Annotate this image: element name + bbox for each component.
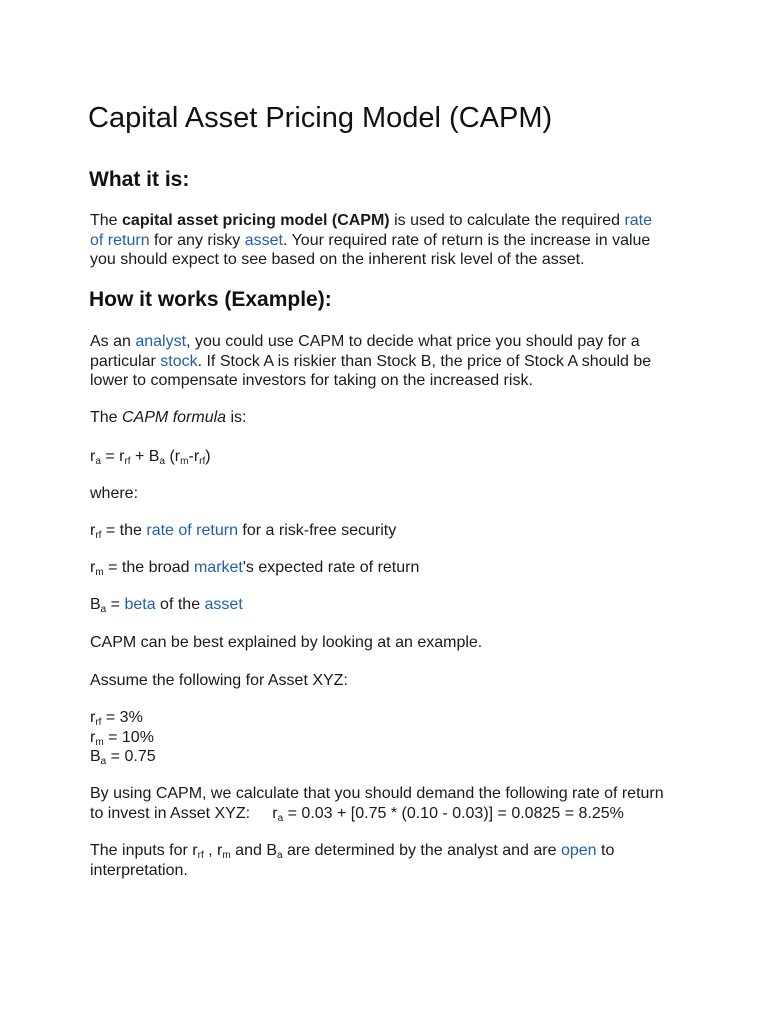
paragraph-analyst: As an analyst, you could use CAPM to decide what price you should pay for a particular stock. If Stock A is riskier than Stock B, the price of Stock A should be lower to compensate investors for taking on the increased risk. (90, 333, 652, 389)
explain-text: CAPM can be best explained by looking at an example. (90, 634, 483, 651)
link-asset[interactable]: asset (244, 231, 283, 249)
link-analyst[interactable]: analyst (135, 333, 187, 350)
assumed-values (90, 708, 690, 767)
definition-ba: $B_a$ = beta of the asset (90, 596, 243, 615)
link-stock[interactable]: stock (160, 352, 198, 370)
link-asset-2[interactable]: asset (204, 596, 243, 613)
value-ba: $B_a = 0.75$ (90, 748, 156, 767)
link-of-return[interactable]: of return (90, 231, 150, 249)
value-rm: $r_m = 10\%$ (90, 728, 154, 748)
assume-text: Assume the following for Asset XYZ: (90, 672, 348, 689)
calculation-text: By using CAPM, we calculate that you should demand the following rate of return to invest in Asset XYZ: $r_a = 0.03 + [0.75 * (0.10 - 0.03)] = 0.0825 = 8.25\%$ (90, 785, 664, 824)
link-rate[interactable]: rate (624, 212, 653, 229)
heading-what-it-is: What it is: (89, 168, 190, 191)
capm-formula: $r_a = r_{rf} + B_a$ $(r_m-r_{rf})$ (90, 448, 211, 467)
value-rf: $r_{rf} = 3\%$ (90, 709, 143, 728)
definition-rf: $r_{rf}$ = the rate of return for a risk-free security (90, 522, 397, 541)
page-title: Capital Asset Pricing Model (CAPM) (88, 102, 553, 134)
heading-how-it-works: How it works (Example): (89, 288, 332, 311)
link-market[interactable]: market (193, 559, 243, 576)
link-rate-of-return[interactable]: rate of return (146, 522, 238, 539)
bold-term: capital asset pricing model (CAPM) (122, 212, 390, 229)
inputs-text: The inputs for $r_{rf}$ , $r_m$ and $B_a$ are determined by the analyst and are open to interpretation. (90, 842, 615, 879)
formula-intro: The CAPM formula is: (90, 409, 247, 426)
definition-rm: $r_m$ = the broad market's expected rate of return (90, 559, 420, 578)
link-beta[interactable]: beta (124, 596, 156, 613)
paragraph-definition: The capital asset pricing model (CAPM) is used to calculate the required rate of return for any risky asset. Your required rate of return is the increase in value you should expect to see based on the inherent risk level of the asset. (90, 212, 653, 268)
link-open[interactable]: open (560, 842, 597, 859)
where-label: where: (90, 485, 139, 502)
